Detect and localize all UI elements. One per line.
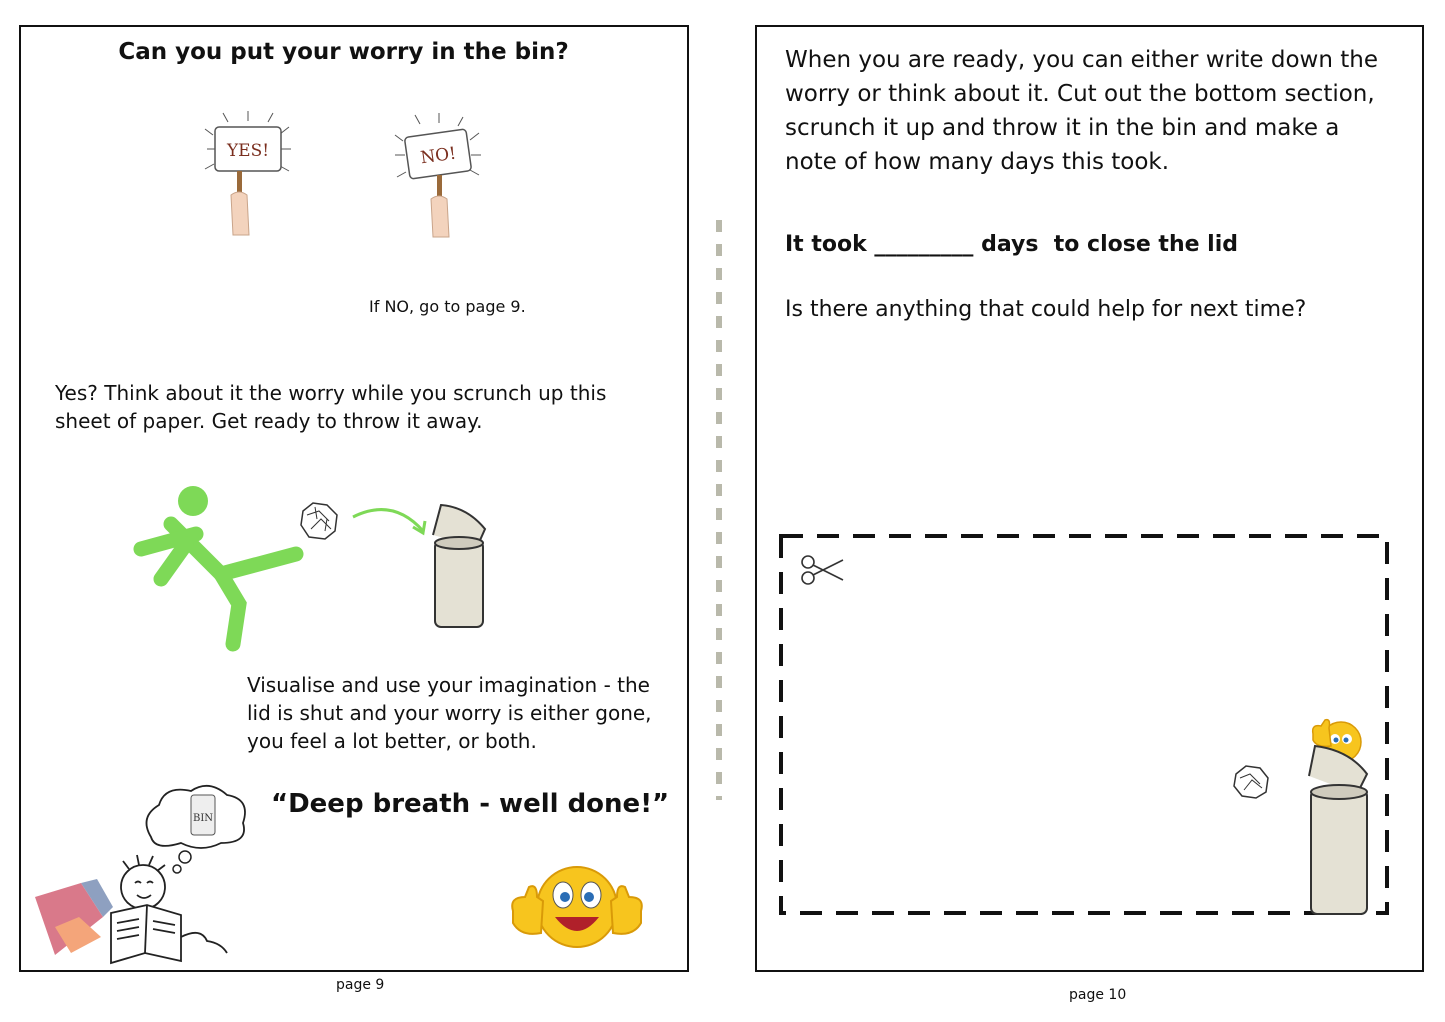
- page-right: [755, 25, 1424, 972]
- yes-instruction: Yes? Think about it the worry while you scrunch up this sheet of paper. Get ready to throw it away.: [55, 381, 607, 433]
- took-prefix: It took: [785, 232, 867, 257]
- trash-bin-icon: [433, 505, 485, 627]
- page-divider: [716, 220, 722, 800]
- thought-bubble-icon: [147, 786, 246, 873]
- thumbs-up-emoji-icon: [507, 857, 647, 957]
- visualise-text: Visualise and use your imagination - the lid is shut and your worry is either gone, you feel a lot better, or both.: [247, 673, 652, 753]
- instructions-text: When you are ready, you can either write down the worry or think about it. Cut out the bottom section, scrunch it up and throw it in the bin and make a note of how many days this took.: [785, 47, 1378, 175]
- no-instruction: If NO, go to page 9.: [369, 297, 526, 316]
- reading-person-icon: [35, 855, 227, 963]
- kicking-person-icon: [141, 486, 296, 644]
- help-question: Is there anything that could help for next time?: [785, 297, 1307, 322]
- days-blank[interactable]: _________: [874, 232, 974, 257]
- arrow-icon: [353, 510, 423, 531]
- page-number-right: page 10: [1069, 987, 1127, 1003]
- days-taken-line: [785, 232, 1238, 257]
- scissors-icon: [802, 556, 843, 584]
- thought-bubble-label: BIN: [192, 813, 214, 824]
- kick-illustration: [131, 479, 501, 659]
- yes-sign-icon: [203, 109, 293, 239]
- reading-illustration: [31, 777, 261, 967]
- cut-out-section[interactable]: [777, 532, 1392, 917]
- quote: “Deep breath - well done!”: [271, 789, 670, 819]
- crumpled-paper-icon: [1234, 766, 1268, 798]
- no-sign-icon: [393, 111, 483, 241]
- page-number-left: page 9: [336, 977, 385, 993]
- page-left: [19, 25, 689, 972]
- yes-sign-label: YES!: [226, 141, 270, 161]
- crumpled-paper-icon: [301, 503, 337, 539]
- trash-bin-icon: [1309, 746, 1367, 914]
- page-title: Can you put your worry in the bin?: [118, 39, 569, 65]
- no-sign-label: NO!: [419, 143, 458, 169]
- took-suffix: days to close the lid: [981, 232, 1239, 257]
